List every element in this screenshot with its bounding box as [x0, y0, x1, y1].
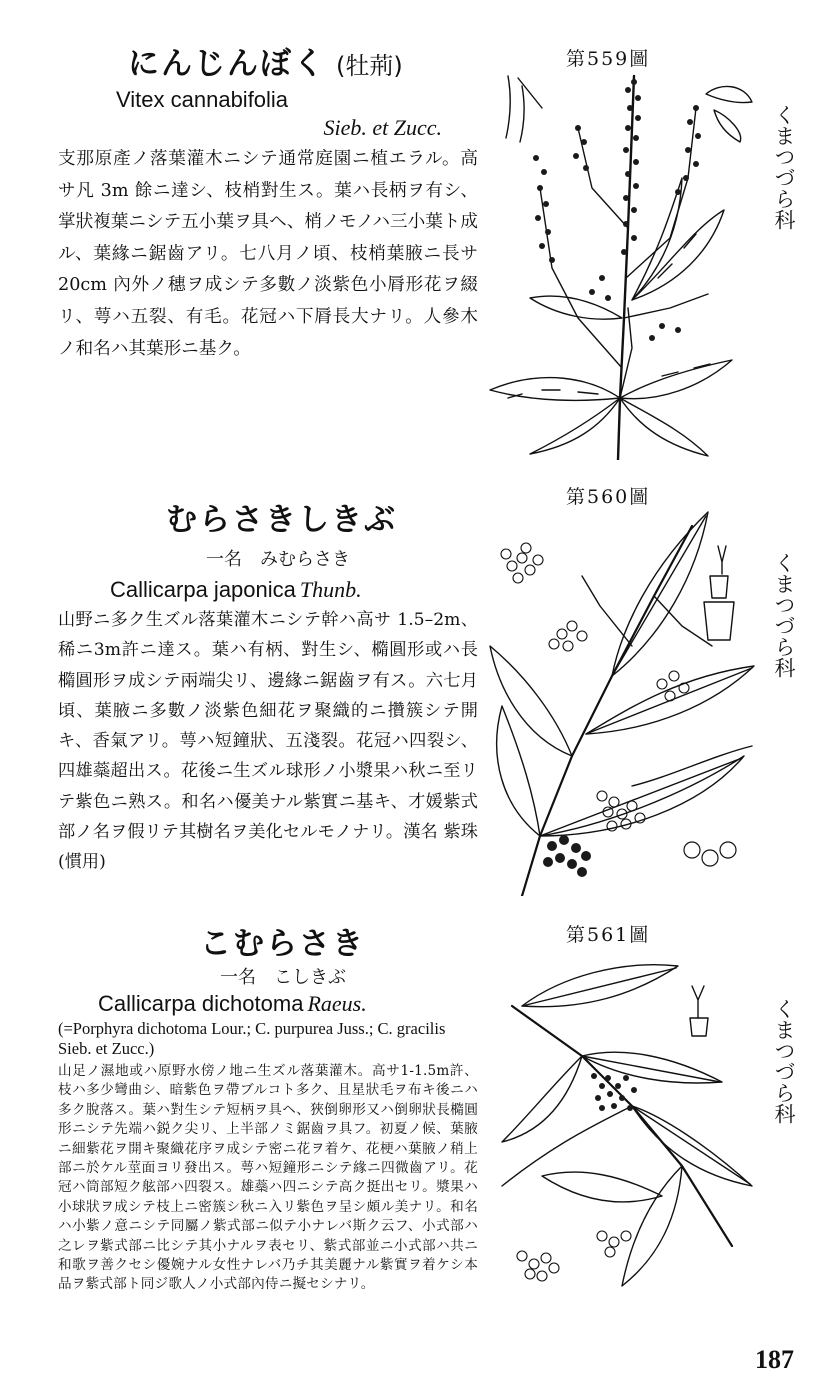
entry-callicarpa-dichotoma [58, 918, 478, 1295]
scientific-name: Callicarpa dichotoma [98, 991, 304, 1016]
family-label: くまつづら科 [772, 104, 796, 230]
figure-label-561: 第561圖 [566, 924, 651, 946]
illustration-callicarpa-dichotoma [482, 946, 764, 1326]
figure-label-560: 第560圖 [566, 486, 651, 508]
family-label: くまつづら科 [772, 998, 796, 1124]
description-text: 山野ニ多ク生ズル落葉灌木ニシテ幹ハ高サ 1.5–2m、稀ニ3m許ニ達ス。葉ハ有柄、對生シ、橢圓形或ハ長橢圓形ヲ成シテ兩端尖リ、邊緣ニ鋸齒ヲ有ス。六七月頃、葉腋ニ多數ノ淡紫色細花ヲ聚織的ニ攢簇シテ開キ、香氣アリ。萼ハ短鐘狀、五淺裂。花冠ハ四裂シ、四雄蘂超出ス。花後ニ生ズル球形ノ小漿果ハ秋ニ至リテ紫色ニ熟ス。和名ハ優美ナル紫實ニ基キ、才媛紫式部ノ名ヲ假リテ其樹名ヲ美化セルモノナリ。漢名 紫珠(慣用) [58, 610, 478, 873]
author-name: Raeus. [307, 991, 367, 1016]
entry-callicarpa-japonica [58, 494, 478, 878]
alias-name: 一名 みむらさき [206, 549, 350, 570]
author-name: Sieb. et Zucc. [323, 115, 442, 140]
family-label: くまつづら科 [772, 552, 796, 678]
description-text: 山足ノ濕地或ハ原野水傍ノ地ニ生ズル落葉灌木。高サ1-1.5m許、枝ハ多少彎曲シ、暗紫色ヲ帶ブルコト多ク、且星狀毛ヲ布キ後ニハ多ク脫落ス。葉ハ對生シテ短柄ヲ具ヘ、狹倒卵形又ハ倒卵狀長橢圓形ニシテ先端ハ鋭ク尖リ、上半部ノミ鋸齒ヲ具フ。初夏ノ候、葉腋ニ細紫花ヲ開キ聚織花序ヲ成シテ密ニ花ヲ着ケ、花梗ハ葉腋ノ稍上部ニ於ケル莖面ヨリ發出ス。萼ハ短鐘形ニシテ緣ニ四微齒アリ。花冠ハ筒部短ク舷部ハ四裂ス。雄蘂ハ四ニシテ高ク挺出セリ。漿果ハ小球狀ヲ成シテ枝上ニ密簇シ秋ニ入リ紫色ヲ呈シ頗ル美ナリ。和名ハ小紫ノ意ニシテ同屬ノ紫式部ニ似テ小ナレバ斯ク云フ、小式部ハ之レヲ紫式部ニ比シテ其小ナルヲ表セリ、紫式部並ニ小式部ハ共ニ和歌ヲ善クセシ優婉ナル女性ナレバ乃チ其美麗ナル紫實ヲ着ケシ本品ヲ紫式部ト同ジ歌人ノ小式部內侍ニ擬セシナリ。 [58, 1063, 478, 1293]
figure-label-559: 第559圖 [566, 48, 651, 70]
page-number: 187 [755, 1345, 794, 1374]
alias-name: 一名 こしきぶ [220, 967, 346, 988]
entry-vitex [58, 38, 478, 365]
scientific-name: Vitex cannabifolia [116, 87, 289, 112]
description-text: 支那原產ノ落葉灌木ニシテ通常庭園ニ植エラル。高サ凡 3m 餘ニ達シ、枝梢對生ス。葉ハ長柄ヲ有シ、掌狀複葉ニシテ五小葉ヲ具ヘ、梢ノモノハ三小葉ト成ル、葉緣ニ鋸齒アリ。七八月ノ頃、枝梢葉腋ニ長サ 20cm 內外ノ穗ヲ成シテ多數ノ淡紫色小脣形花ヲ綴リ、萼ハ五裂、有毛。花冠ハ下脣長大ナリ。人參木ノ和名ハ其葉形ニ基ク。 [58, 149, 478, 359]
entry-title-jp: こむらさき [200, 926, 365, 962]
author-name: Thunb. [299, 577, 362, 602]
entry-title-kanji: (牡荊) [336, 52, 403, 80]
entry-title-jp: にんじんぼく [128, 46, 326, 82]
synonym-list: (=Porphyra dichotoma Lour.; C. purpurea Juss.; C. gracilis Sieb. et Zucc.) [58, 1019, 446, 1058]
illustration-vitex [482, 68, 764, 460]
scientific-name: Callicarpa japonica [110, 577, 296, 602]
entry-title-jp: むらさきしきぶ [166, 502, 397, 538]
illustration-callicarpa-japonica [482, 506, 764, 896]
